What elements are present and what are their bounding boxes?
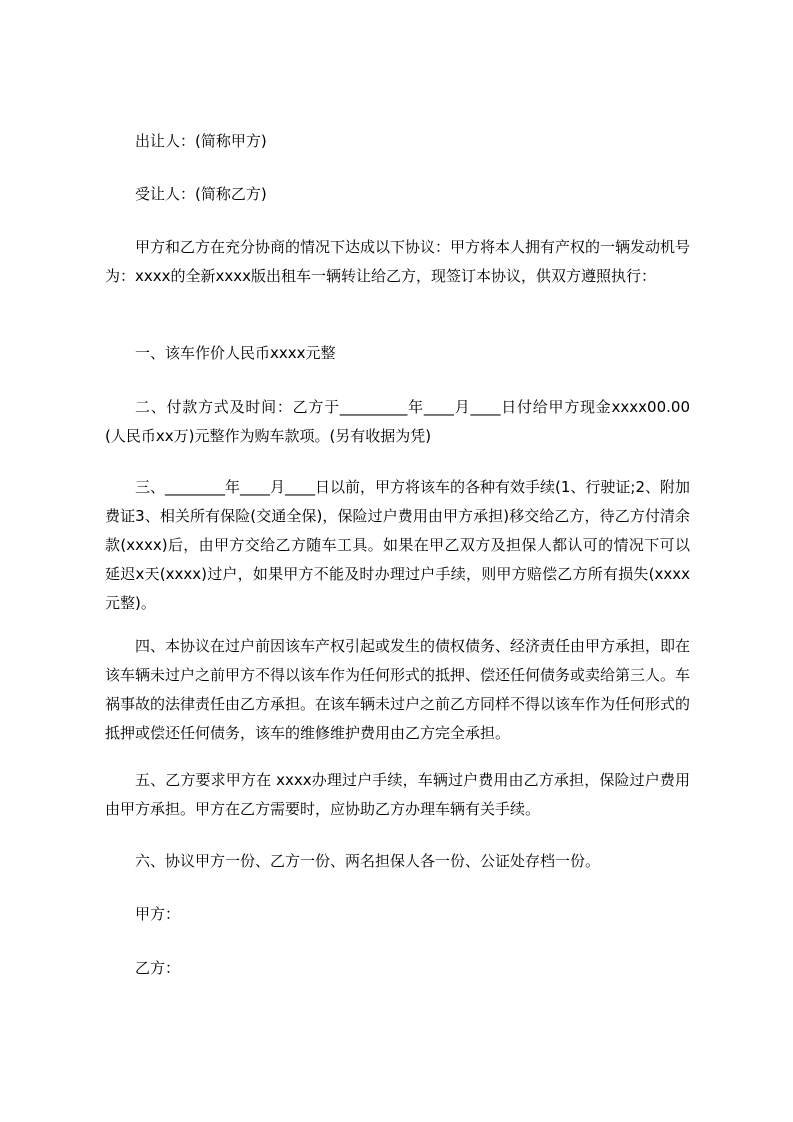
buyer-line: 受让人：(简称乙方) xyxy=(135,185,267,203)
clause-1: 一、该车作价人民币xxxx元整 xyxy=(135,344,336,362)
clause-2: 二、付款方式及时间：乙方于_________年____月____日付给甲方现金xxxx00.00(人民币xx万)元整作为购车款项。(另有收据为凭) xyxy=(105,398,690,445)
intro-paragraph: 甲方和乙方在充分协商的情况下达成以下协议：甲方将本人拥有产权的一辆发动机号为：xxxx的全新xxxx版出租车一辆转让给乙方，现签订本协议，供双方遵照执行： xyxy=(105,238,691,285)
party-b-signature: 乙方： xyxy=(135,959,181,977)
clause-4: 四、本协议在过户前因该车产权引起或发生的债权债务、经济责任由甲方承担，即在该车辆未过户之前甲方不得以该车作为任何形式的抵押、偿还任何债务或卖给第三人。车祸事故的法律责任由乙方承担。在该车辆未过户之前乙方同样不得以该车作为任何形式的抵押或偿还任何债务，该车的维修维护费用由乙方完全承担。 xyxy=(105,637,691,742)
clause-3: 三、________年____月____日以前，甲方将该车的各种有效手续(1、行驶证;2、附加费证3、相关所有保险(交通全保)，保险过户费用由甲方承担)移交给乙方，待乙方付清余款(xxxx)后，由甲方交给乙方随车工具。如果在甲乙双方及担保人都认可的情况下可以延迟x天(xxxx)过户，如果甲方不能及时办理过户手续，则甲方赔偿乙方所有损失(xxxx元整)。 xyxy=(105,478,690,612)
clause-6: 六、协议甲方一份、乙方一份、两名担保人各一份、公证处存档一份。 xyxy=(135,852,601,870)
seller-line: 出让人：(简称甲方) xyxy=(135,132,267,150)
party-a-signature: 甲方： xyxy=(135,905,181,923)
clause-5: 五、乙方要求甲方在 xxxx办理过户手续，车辆过户费用由乙方承担，保险过户费用由甲方承担。甲方在乙方需要时，应协助乙方办理车辆有关手续。 xyxy=(105,771,690,818)
